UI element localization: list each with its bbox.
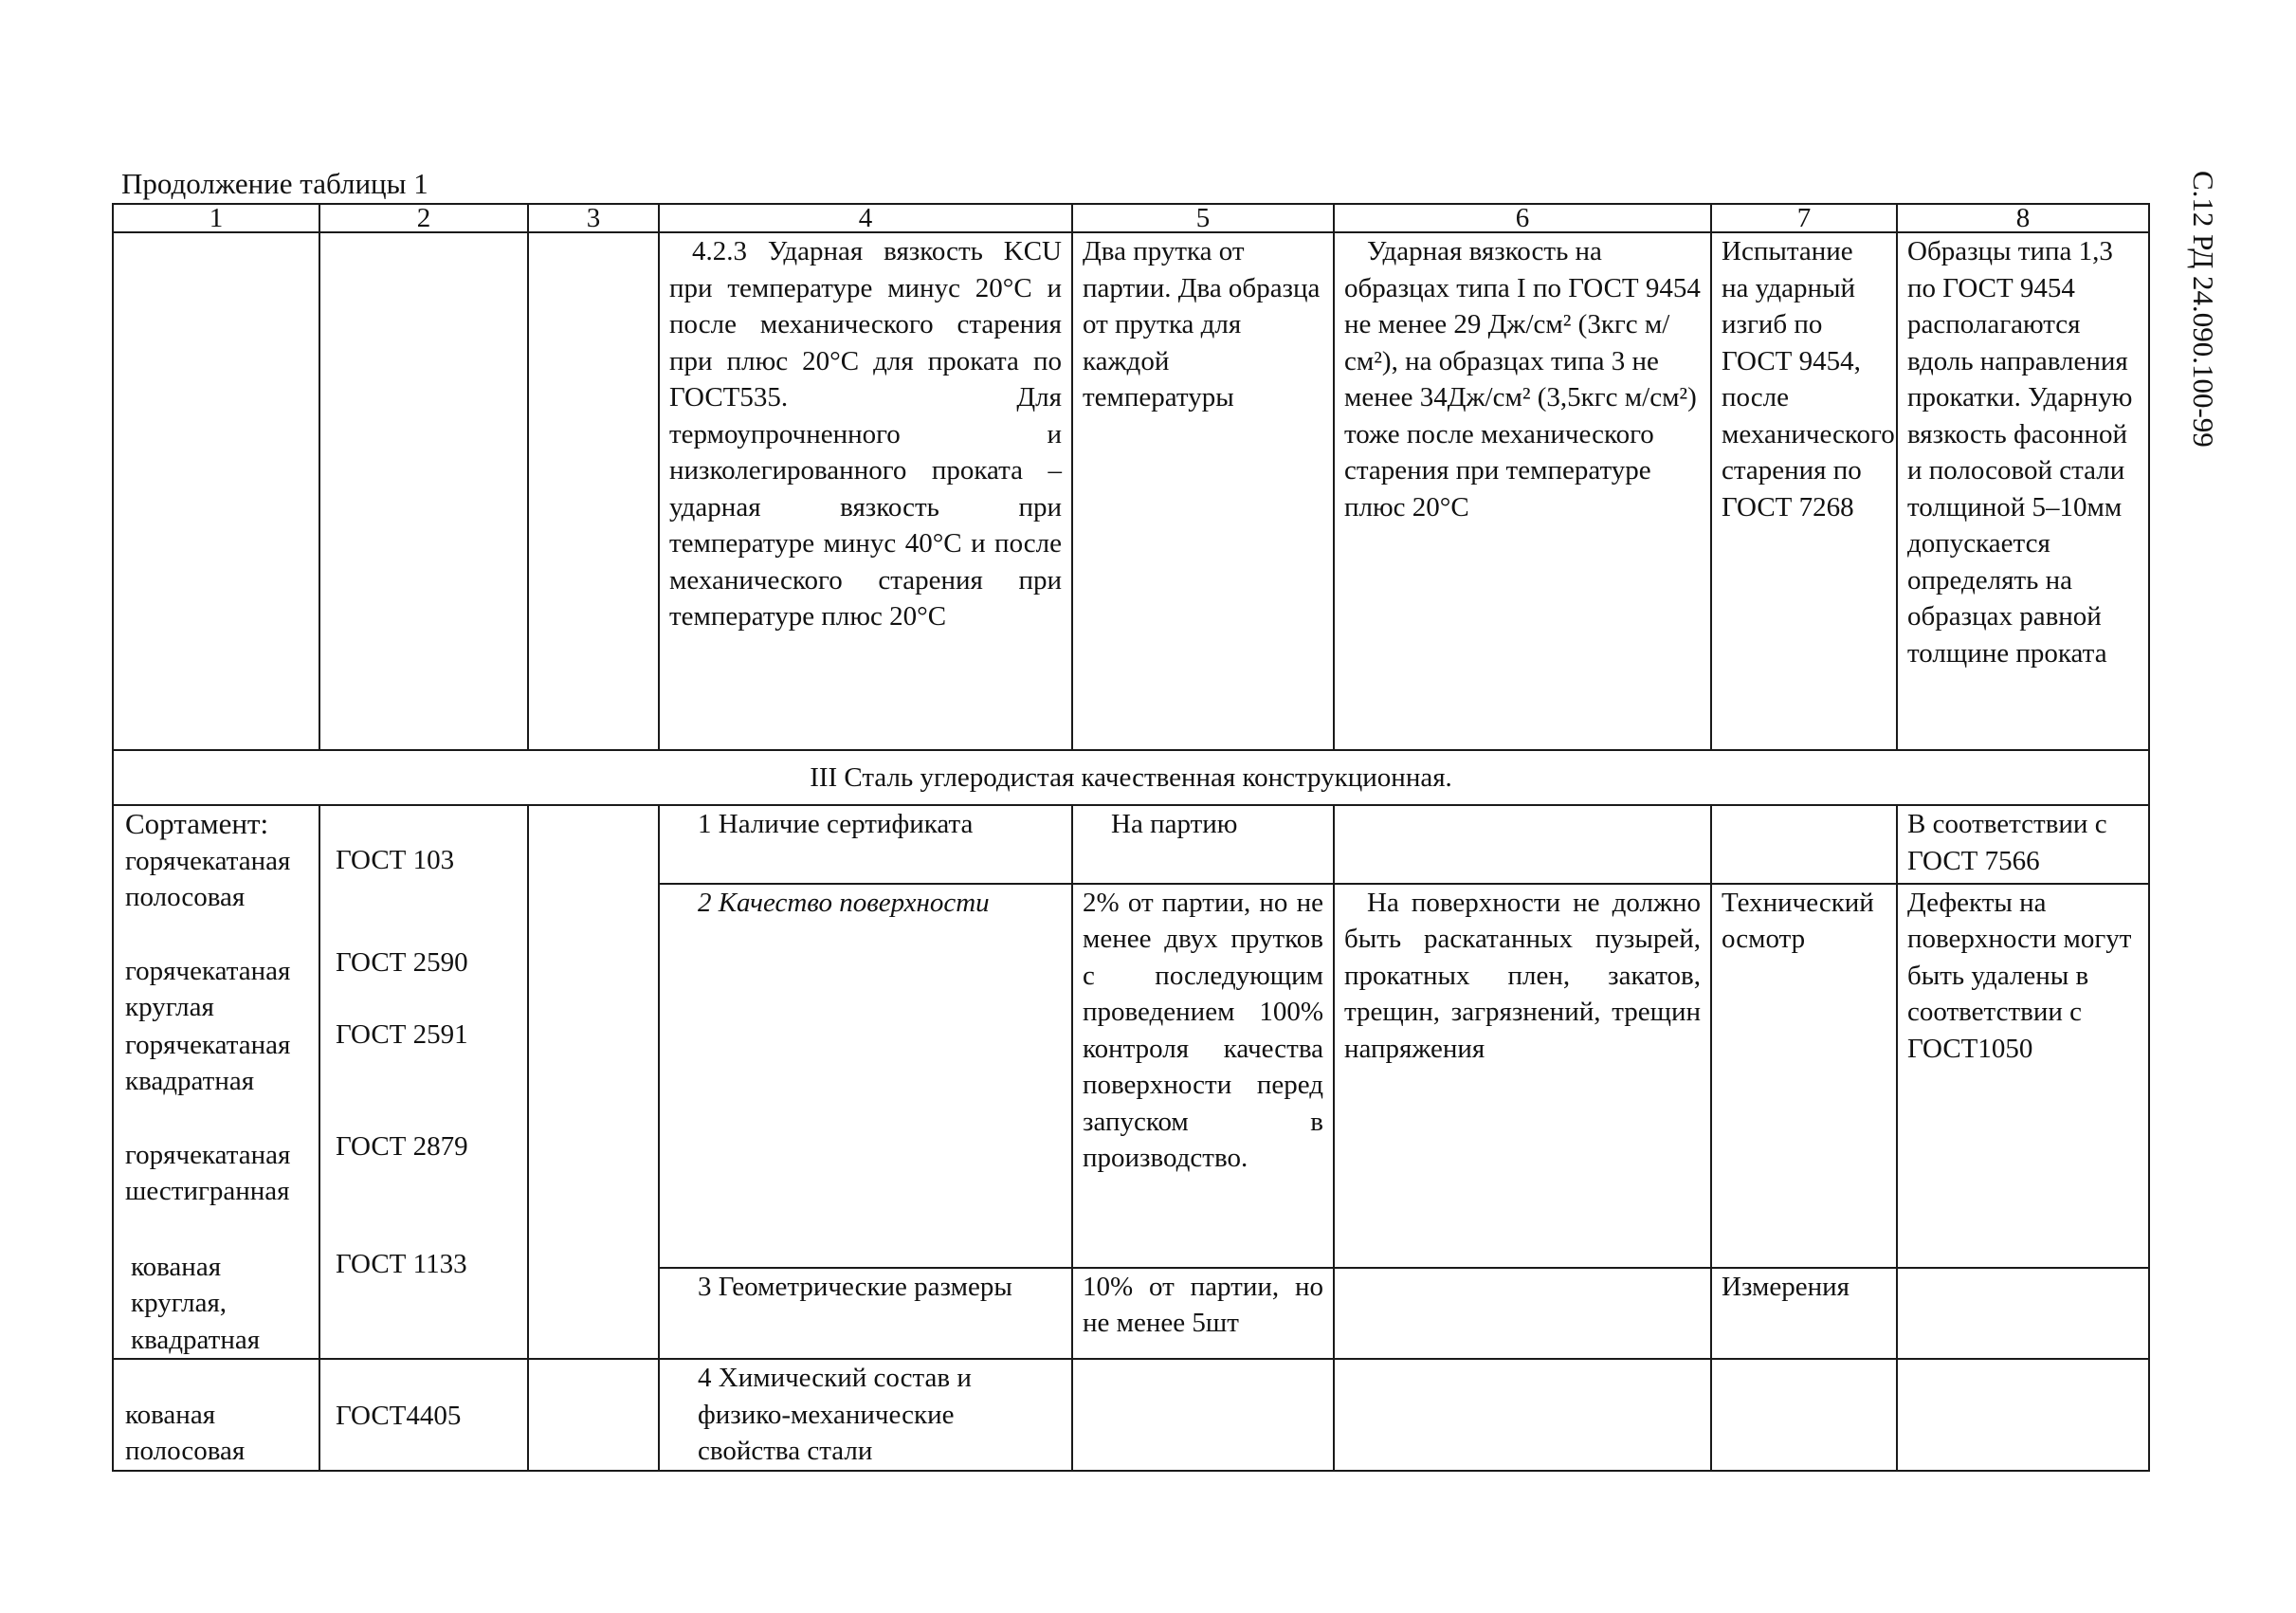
empty-cell bbox=[1711, 1359, 1897, 1471]
gost-ref: ГОСТ 1133 bbox=[336, 1249, 467, 1279]
header-cell: 7 bbox=[1711, 204, 1897, 232]
sortament-cell bbox=[113, 805, 319, 1359]
sortament-item: кованая круглая, квадратная bbox=[131, 1251, 261, 1355]
check-sample: 2% от партии, но не менее двух прутков с последующим проведением 100% контроля качества поверхности перед запуском в производство. bbox=[1072, 884, 1334, 1268]
gost-ref: ГОСТ 2879 bbox=[336, 1131, 468, 1162]
empty-cell bbox=[1072, 1359, 1334, 1471]
impact-note: Образцы типа 1,3 по ГОСТ 9454 располагаются вдоль направления прокатки. Ударную вязкость фасонной и полосовой стали толщиной 5–10мм допускается определять на образцах равной толщине проката bbox=[1897, 232, 2149, 750]
empty-cell bbox=[113, 232, 319, 750]
empty-cell bbox=[1334, 805, 1711, 884]
gost-ref: ГОСТ 2590 bbox=[336, 947, 468, 978]
check-name: 1 Наличие сертификата bbox=[659, 805, 1072, 884]
check-name: 3 Геометрические размеры bbox=[659, 1268, 1072, 1359]
check-name: 4 Химический состав и физико-механические свойства стали bbox=[659, 1359, 1072, 1471]
empty-cell bbox=[528, 805, 659, 1359]
impact-method: Испытание на ударный изгиб по ГОСТ 9454, после механического старения по ГОСТ 7268 bbox=[1711, 232, 1897, 750]
empty-cell bbox=[1334, 1268, 1711, 1359]
header-cell: 6 bbox=[1334, 204, 1711, 232]
gost-ref: ГОСТ 2591 bbox=[336, 1019, 468, 1050]
sortament-title: Сортамент: bbox=[125, 807, 269, 840]
header-cell: 8 bbox=[1897, 204, 2149, 232]
gost-ref: ГОСТ4405 bbox=[319, 1359, 528, 1471]
empty-cell bbox=[1711, 805, 1897, 884]
section-title: III Сталь углеродистая качественная конструкционная. bbox=[113, 750, 2149, 805]
gost-cell bbox=[319, 805, 528, 1359]
check-method: Технический осмотр bbox=[1711, 884, 1897, 1268]
empty-cell bbox=[1897, 1268, 2149, 1359]
impact-requirement: 4.2.3 Ударная вязкость KCU при температуре минус 20°С и после механического старения при плюс 20°С для проката по ГОСТ535. Для термоупрочненного и низколегированного проката – ударная вязкость при температуре минус 40°С и после механического старения при температуре плюс 20°С bbox=[659, 232, 1072, 750]
section-row bbox=[113, 750, 2149, 805]
check-name: 2 Качество поверхности bbox=[659, 884, 1072, 1268]
check-norm: На поверхности не должно быть раскатанных пузырей, прокатных плен, закатов, трещин, загрязнений, трещин напряжения bbox=[1334, 884, 1711, 1268]
empty-cell bbox=[319, 232, 528, 750]
sortament-item: кованая полосовая bbox=[113, 1359, 319, 1471]
header-cell: 1 bbox=[113, 204, 319, 232]
check-method: Измерения bbox=[1711, 1268, 1897, 1359]
check-note: В соответствии с ГОСТ 7566 bbox=[1897, 805, 2149, 884]
header-cell: 3 bbox=[528, 204, 659, 232]
impact-norm: Ударная вязкость на образцах типа I по ГОСТ 9454 не менее 29 Дж/см² (3кгс м/см²), на образцах типа 3 не менее 34Дж/см² (3,5кгс м/см²) тоже после механического старения при температуре плюс 20°С bbox=[1334, 232, 1711, 750]
table-caption: Продолжение таблицы 1 bbox=[121, 167, 428, 200]
check-sample: 10% от партии, но не менее 5шт bbox=[1072, 1268, 1334, 1359]
sortament-item: горячекатаная круглая bbox=[125, 955, 291, 1022]
impact-sample-size: Два прутка от партии. Два образца от прутка для каждой температуры bbox=[1072, 232, 1334, 750]
header-cell: 4 bbox=[659, 204, 1072, 232]
table-row bbox=[113, 1359, 2149, 1471]
empty-cell bbox=[528, 1359, 659, 1471]
requirements-table bbox=[112, 203, 2150, 1472]
header-cell: 5 bbox=[1072, 204, 1334, 232]
empty-cell bbox=[1897, 1359, 2149, 1471]
sortament-item: горячекатаная полосовая bbox=[125, 845, 291, 912]
gost-ref: ГОСТ 103 bbox=[336, 845, 455, 875]
table-row bbox=[113, 805, 2149, 884]
table-row bbox=[113, 232, 2149, 750]
check-note: Дефекты на поверхности могут быть удалены в соответствии с ГОСТ1050 bbox=[1897, 884, 2149, 1268]
empty-cell bbox=[528, 232, 659, 750]
empty-cell bbox=[1334, 1359, 1711, 1471]
header-cell: 2 bbox=[319, 204, 528, 232]
page-label: С.12 РД 24.090.100-99 bbox=[2187, 171, 2220, 448]
check-sample: На партию bbox=[1072, 805, 1334, 884]
header-row bbox=[113, 204, 2149, 232]
sortament-item: горячекатаная шестигранная bbox=[125, 1139, 291, 1206]
sortament-item: горячекатаная квадратная bbox=[125, 1029, 291, 1096]
